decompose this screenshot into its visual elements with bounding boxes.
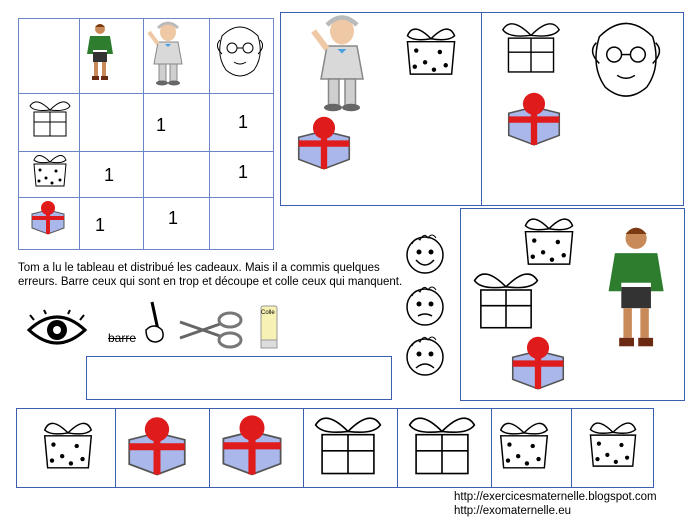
- instructions-text: Tom a lu le tableau et distribué les cadeaux. Mais il a commis quelques erreurs. Barre ceux qui sont en trop et découpe et colle ceux qui manquent.: [18, 262, 403, 288]
- old-man-character-icon: [146, 22, 190, 86]
- dotted-gift-icon: [398, 24, 464, 80]
- table-mark: 1: [238, 112, 249, 132]
- red-bow-gift-icon: [496, 88, 572, 148]
- dotted-gift-icon[interactable]: [582, 414, 644, 476]
- red-bow-gift-icon: [28, 198, 68, 236]
- white-gift-icon: [28, 98, 72, 140]
- glue-label: Colle: [261, 310, 275, 316]
- white-gift-icon: [470, 268, 542, 334]
- dotted-gift-icon: [516, 214, 582, 270]
- dotted-gift-icon[interactable]: [492, 414, 556, 478]
- happy-face-icon[interactable]: [404, 232, 446, 278]
- write-label: barre: [108, 331, 137, 345]
- dotted-gift-icon[interactable]: [36, 414, 100, 478]
- writing-hand-icon: [132, 300, 172, 344]
- table-mark: 1: [104, 165, 115, 185]
- boy-character-icon: [82, 22, 116, 82]
- red-bow-gift-icon: [500, 332, 576, 392]
- table-mark: 1: [168, 208, 179, 228]
- white-gift-icon[interactable]: [406, 412, 478, 480]
- scissors-icon: [178, 310, 244, 350]
- dotted-gift-icon: [28, 152, 72, 190]
- sad-face-icon[interactable]: [404, 334, 446, 380]
- table-mark: 1: [95, 215, 106, 235]
- neutral-face-icon[interactable]: [404, 284, 446, 330]
- red-bow-gift-icon[interactable]: [212, 410, 292, 478]
- footer-url-blog[interactable]: http://exercicesmaternelle.blogspot.com: [454, 491, 657, 503]
- table-mark: 1: [156, 115, 167, 135]
- grandpa-face-icon: [582, 16, 670, 102]
- white-gift-icon: [500, 18, 562, 78]
- red-bow-gift-icon[interactable]: [118, 412, 196, 478]
- answer-box[interactable]: [86, 356, 392, 400]
- footer-url-site[interactable]: http://exomaternelle.eu: [454, 505, 571, 517]
- red-bow-gift-icon: [288, 112, 360, 172]
- grandpa-face-icon: [212, 22, 268, 80]
- boy-character-icon: [598, 218, 670, 356]
- eye-icon: [26, 310, 88, 350]
- table-mark: 1: [238, 162, 249, 182]
- old-man-character-icon: [306, 16, 378, 112]
- white-gift-icon[interactable]: [312, 412, 384, 480]
